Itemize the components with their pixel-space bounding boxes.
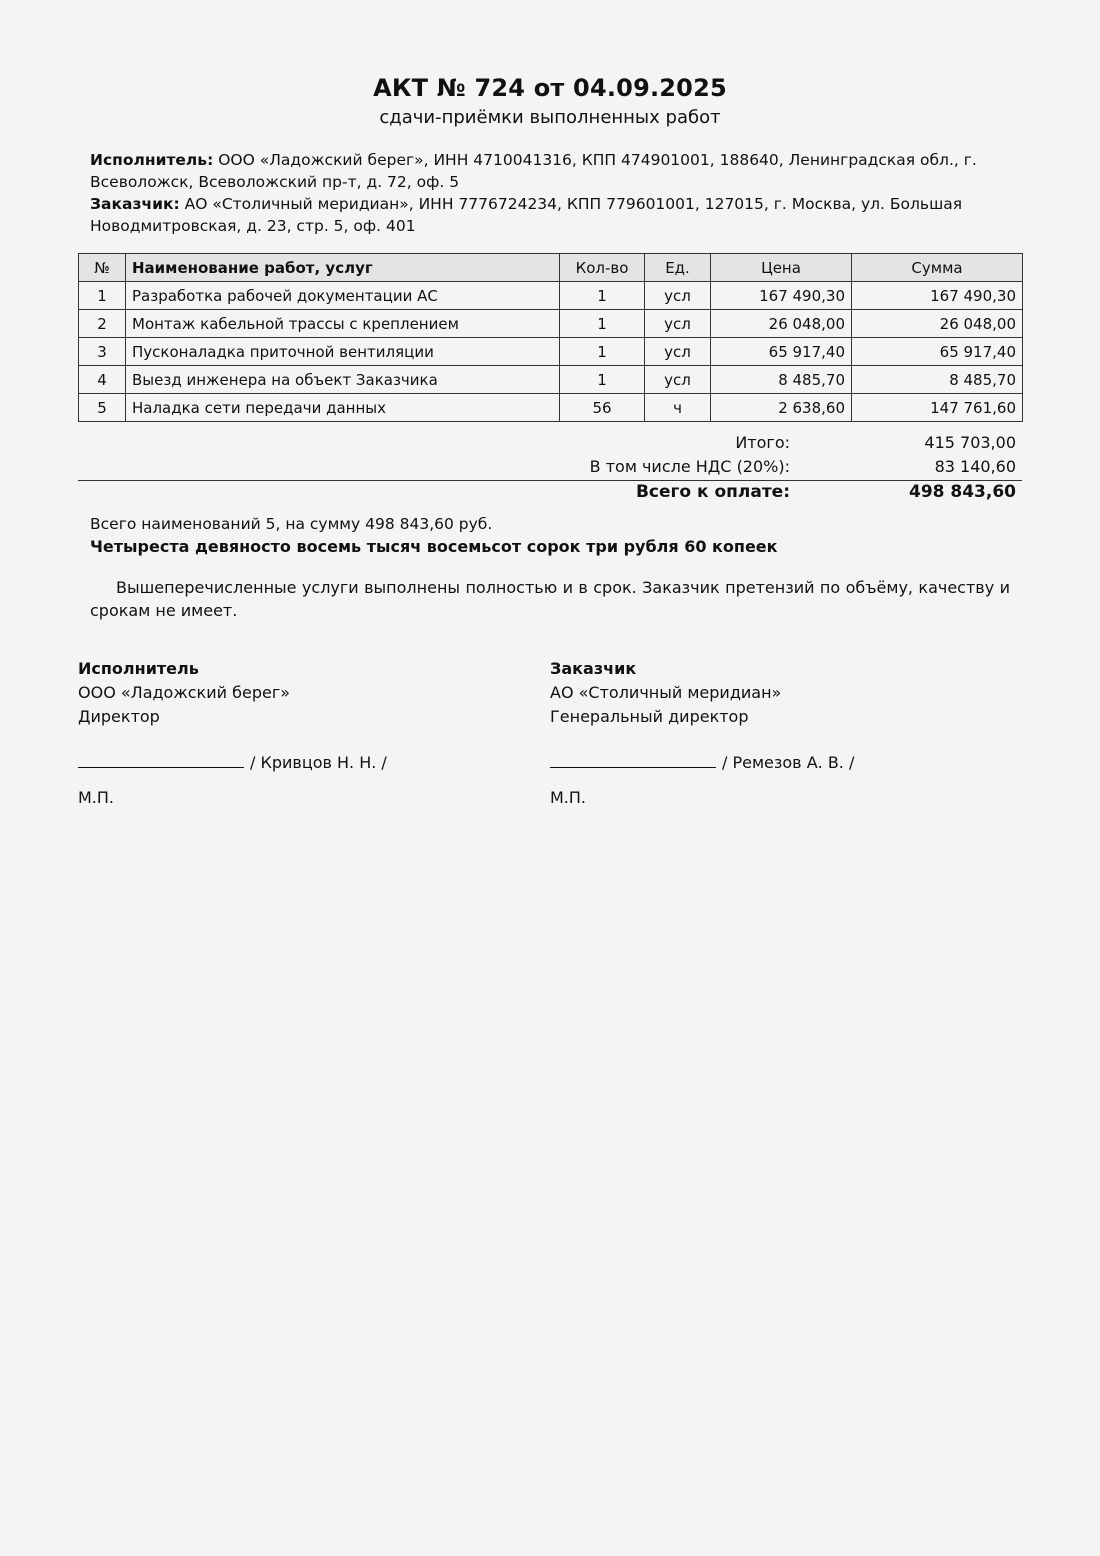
executor-details [90, 149, 1010, 193]
table-header-row [79, 254, 1023, 282]
col-name-header: Наименование работ, услуг [126, 254, 560, 282]
table-row [79, 366, 1023, 394]
document-title: АКТ № 724 от 04.09.2025 [373, 74, 727, 102]
totals-divider [78, 480, 1022, 481]
row-qty: 1 [560, 310, 645, 338]
grand-total-value: 498 843,60 [908, 482, 1016, 502]
vat-value: 83 140,60 [934, 457, 1016, 476]
customer-stamp-place: М.П. [550, 788, 587, 807]
executor-sig-org: ООО «Ладожский берег» [78, 683, 291, 702]
table-row [79, 338, 1023, 366]
row-sum: 65 917,40 [852, 338, 1023, 366]
row-number: 3 [79, 338, 126, 366]
table-row [79, 310, 1023, 338]
row-qty: 1 [560, 338, 645, 366]
col-number-header: № [79, 254, 126, 282]
row-number: 5 [79, 394, 126, 422]
row-number: 4 [79, 366, 126, 394]
col-sum-header: Сумма [852, 254, 1023, 282]
row-price: 26 048,00 [711, 310, 852, 338]
row-sum: 8 485,70 [852, 366, 1023, 394]
table-row [79, 394, 1023, 422]
row-qty: 56 [560, 394, 645, 422]
customer-signature-block [550, 657, 970, 810]
executor-signature-field [78, 751, 244, 768]
document-subtitle: сдачи-приёмки выполненных работ [379, 107, 721, 128]
row-sum: 167 490,30 [852, 282, 1023, 310]
customer-signature-field [550, 751, 716, 768]
row-number: 1 [79, 282, 126, 310]
customer-sig-org: АО «Столичный меридиан» [550, 683, 782, 702]
row-name: Наладка сети передачи данных [126, 394, 560, 422]
customer-sig-line [550, 751, 970, 775]
row-unit: усл [645, 366, 711, 394]
table-row [79, 282, 1023, 310]
row-qty: 1 [560, 282, 645, 310]
customer-sig-heading: Заказчик [550, 659, 637, 678]
col-price-header: Цена [711, 254, 852, 282]
executor-sig-line [78, 751, 498, 775]
row-sum: 147 761,60 [852, 394, 1023, 422]
executor-sig-heading: Исполнитель [78, 659, 199, 678]
executor-signature-block [78, 657, 498, 810]
row-name: Монтаж кабельной трассы с креплением [126, 310, 560, 338]
row-name: Разработка рабочей документации АС [126, 282, 560, 310]
subtotal-label: Итого: [735, 433, 790, 452]
acceptance-statement: Вышеперечисленные услуги выполнены полностью и в срок. Заказчик претензий по объёму, качеству и срокам не имеет. [90, 578, 1010, 620]
executor-text: ООО «Ладожский берег», ИНН 4710041316, КПП 474901001, 188640, Ленинградская обл., г. Всеволожск, Всеволожский пр-т, д. 72, оф. 5 [90, 151, 977, 191]
customer-sig-position: Генеральный директор [550, 707, 749, 726]
row-unit: усл [645, 338, 711, 366]
grand-total-label: Всего к оплате: [635, 482, 790, 502]
row-name: Выезд инженера на объект Заказчика [126, 366, 560, 394]
subtotal-value: 415 703,00 [924, 433, 1016, 452]
executor-label: Исполнитель: [90, 151, 214, 169]
row-unit: усл [645, 282, 711, 310]
row-price: 8 485,70 [711, 366, 852, 394]
col-qty-header: Кол-во [560, 254, 645, 282]
services-table [78, 253, 1023, 422]
customer-text: АО «Столичный меридиан», ИНН 7776724234, КПП 779601001, 127015, г. Москва, ул. Большая Новодмитровская, д. 23, стр. 5, оф. 401 [90, 195, 963, 235]
executor-stamp-place: М.П. [78, 788, 115, 807]
row-number: 2 [79, 310, 126, 338]
row-price: 65 917,40 [711, 338, 852, 366]
row-unit: усл [645, 310, 711, 338]
amount-in-words: Четыреста девяносто восемь тысяч восемьсот сорок три рубля 60 копеек [90, 537, 778, 556]
row-qty: 1 [560, 366, 645, 394]
row-unit: ч [645, 394, 711, 422]
col-unit-header: Ед. [645, 254, 711, 282]
row-name: Пусконаладка приточной вентиляции [126, 338, 560, 366]
items-count-line: Всего наименований 5, на сумму 498 843,60 руб. [90, 515, 493, 533]
vat-label: В том числе НДС (20%): [589, 457, 790, 476]
customer-label: Заказчик: [90, 195, 180, 213]
row-sum: 26 048,00 [852, 310, 1023, 338]
row-price: 167 490,30 [711, 282, 852, 310]
customer-sig-name: / Ремезов А. В. / [722, 753, 855, 772]
executor-sig-position: Директор [78, 707, 160, 726]
executor-sig-name: / Кривцов Н. Н. / [250, 753, 387, 772]
row-price: 2 638,60 [711, 394, 852, 422]
customer-details [90, 193, 1010, 237]
